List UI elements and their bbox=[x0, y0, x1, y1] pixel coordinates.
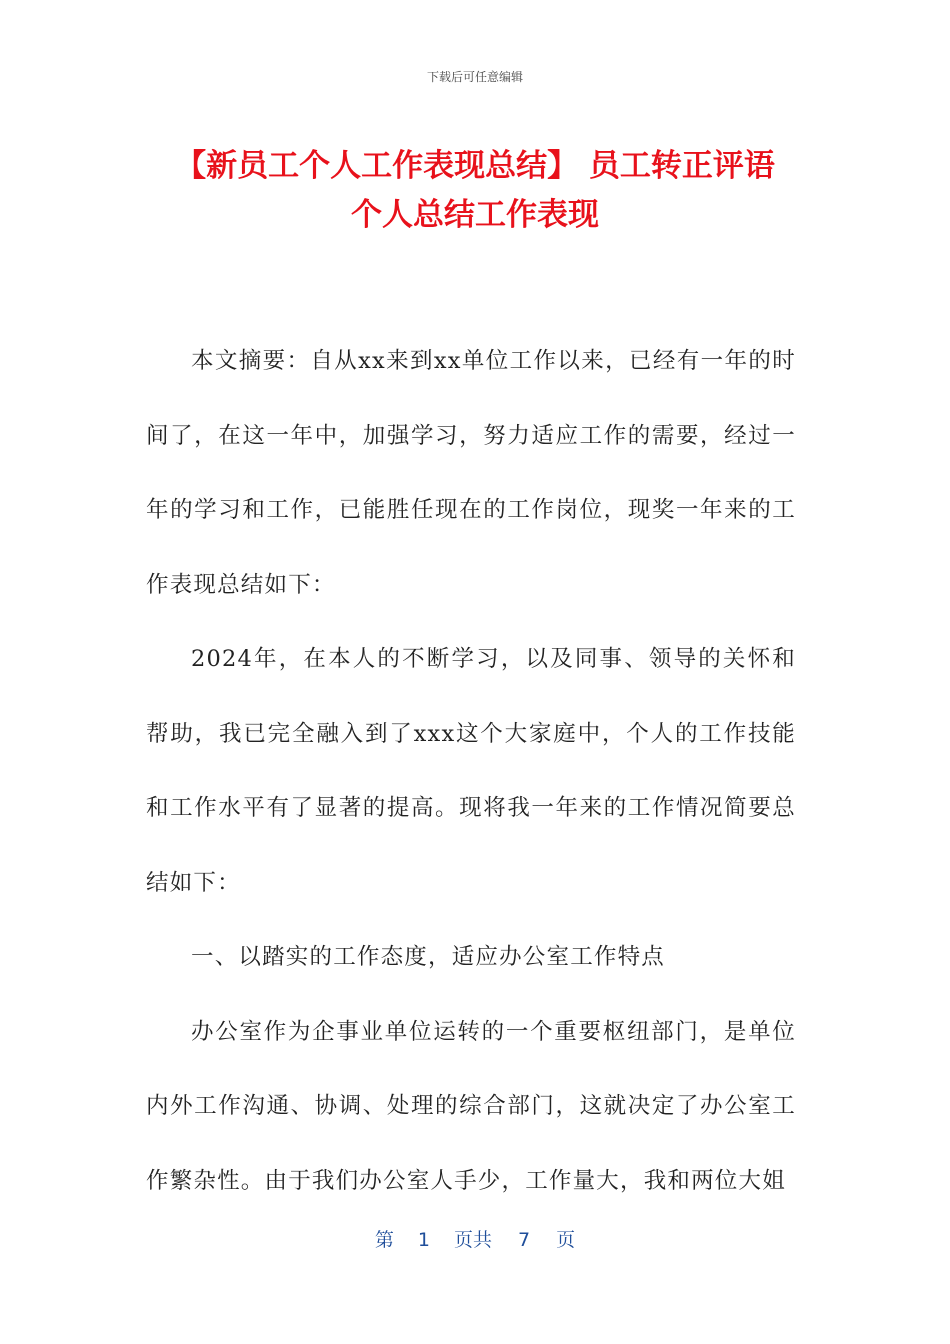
paragraph-abstract: 本文摘要：自从xx来到xx单位工作以来，已经有一年的时间了，在这一年中，加强学习，努力适应工作的需要，经过一年的学习和工作，已能胜任现在的工作岗位，现奖一年来的工作表现总结如下： bbox=[146, 348, 796, 598]
footer-total-pages: 7 bbox=[518, 1229, 531, 1251]
footer-prefix: 第 bbox=[374, 1229, 394, 1251]
footer-middle: 页共 bbox=[453, 1229, 492, 1251]
title-line-2: 个人总结工作表现 bbox=[351, 197, 599, 233]
section-heading-1: 一、以踏实的工作态度，适应办公室工作特点 bbox=[191, 944, 666, 970]
footer-suffix: 页 bbox=[556, 1229, 576, 1251]
page-number-footer bbox=[0, 1225, 950, 1252]
paragraph-intro: 2024年，在本人的不断学习，以及同事、领导的关怀和帮助，我已完全融入到了xxx这个大家庭中，个人的工作技能和工作水平有了显著的提高。现将我一年来的工作情况简要总结如下： bbox=[146, 646, 796, 896]
document-body bbox=[146, 324, 796, 1218]
title-line-1: 【新员工个人工作表现总结】 员工转正评语 bbox=[175, 148, 775, 184]
footer-current-page: 1 bbox=[417, 1229, 430, 1251]
document-title bbox=[120, 142, 830, 240]
paragraph-office: 办公室作为企事业单位运转的一个重要枢纽部门，是单位内外工作沟通、协调、处理的综合部门，这就决定了办公室工作繁杂性。由于我们办公室人手少，工作量大，我和两位大姐 bbox=[146, 1018, 796, 1194]
header-note: 下载后可任意编辑 bbox=[426, 70, 523, 84]
